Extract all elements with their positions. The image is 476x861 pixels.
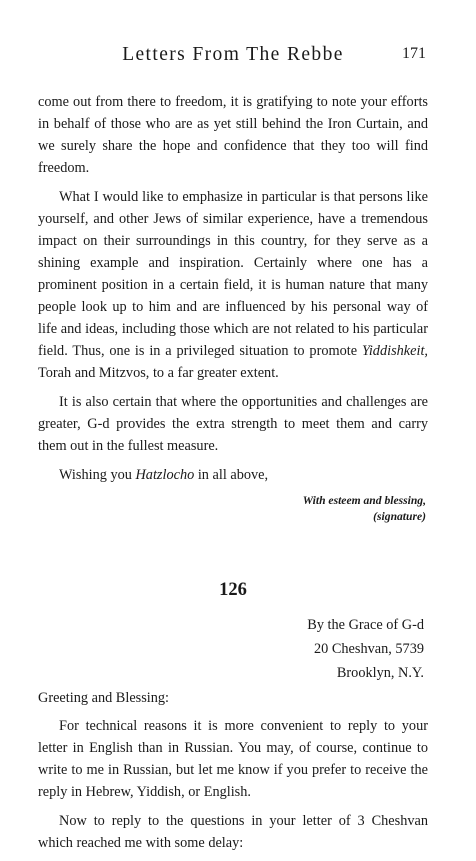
- letter-number: 126: [219, 580, 247, 600]
- dateline: [38, 613, 428, 685]
- paragraph-text: Torah and Mitzvos, to a far greater extent.: [38, 365, 279, 381]
- paragraph-reply: Now to reply to the questions in your letter of 3 Cheshvan which reached me with some delay:: [38, 813, 428, 851]
- paragraph-wishing: [38, 464, 428, 486]
- dateline-line: By the Grace of G-d: [307, 617, 424, 633]
- paragraph-language: For technical reasons it is more convenient to reply to your letter in English than in Russian. You may, of course, continue to write to me in Russian, but let me know if you prefer to receive the reply in Hebrew, Yiddish, or English.: [38, 718, 428, 800]
- italic-term: Hatzlocho: [135, 467, 195, 483]
- dateline-line: Brooklyn, N.Y.: [336, 665, 424, 681]
- signature-line: (signature): [373, 510, 426, 523]
- paragraph-text: Wishing you: [59, 467, 136, 483]
- running-title: Letters From The Rebbe: [122, 44, 344, 65]
- paragraph-emphasis: [38, 186, 428, 384]
- dateline-line: 20 Cheshvan, 5739: [314, 641, 424, 657]
- paragraph-continuation: come out from there to freedom, it is gratifying to note your efforts in behalf of those who are as yet still behind the Iron Curtain, and we surely share the hope and confidence that they too will find freedom.: [38, 94, 428, 176]
- paragraph-text: in all above,: [194, 467, 269, 483]
- page-body: [38, 91, 428, 861]
- closing-line: With esteem and blessing,: [302, 494, 426, 507]
- page-header: [0, 44, 476, 74]
- page-number: 171: [402, 45, 426, 62]
- paragraph-text: What I would like to emphasize in particular is that persons like yourself, and other Jews of similar experience, have a tremendous impact on their surroundings in this country, for they serve as a shining example and inspiration. Certainly where one has a prominent position in a certain field, it is human nature that many people look up to him and are influenced by his personal way of life and ideas, including those which are not related to his particular field. Thus, one is in a privileged situation to promote: [38, 189, 428, 359]
- salutation: Greeting and Blessing:: [38, 690, 170, 706]
- italic-term: Yiddishkeit,: [361, 343, 428, 359]
- closing-signature: [38, 493, 428, 525]
- paragraph-strength: It is also certain that where the opportunities and challenges are greater, G-d provides the extra strength to meet them and carry them out in the fullest measure.: [38, 394, 428, 454]
